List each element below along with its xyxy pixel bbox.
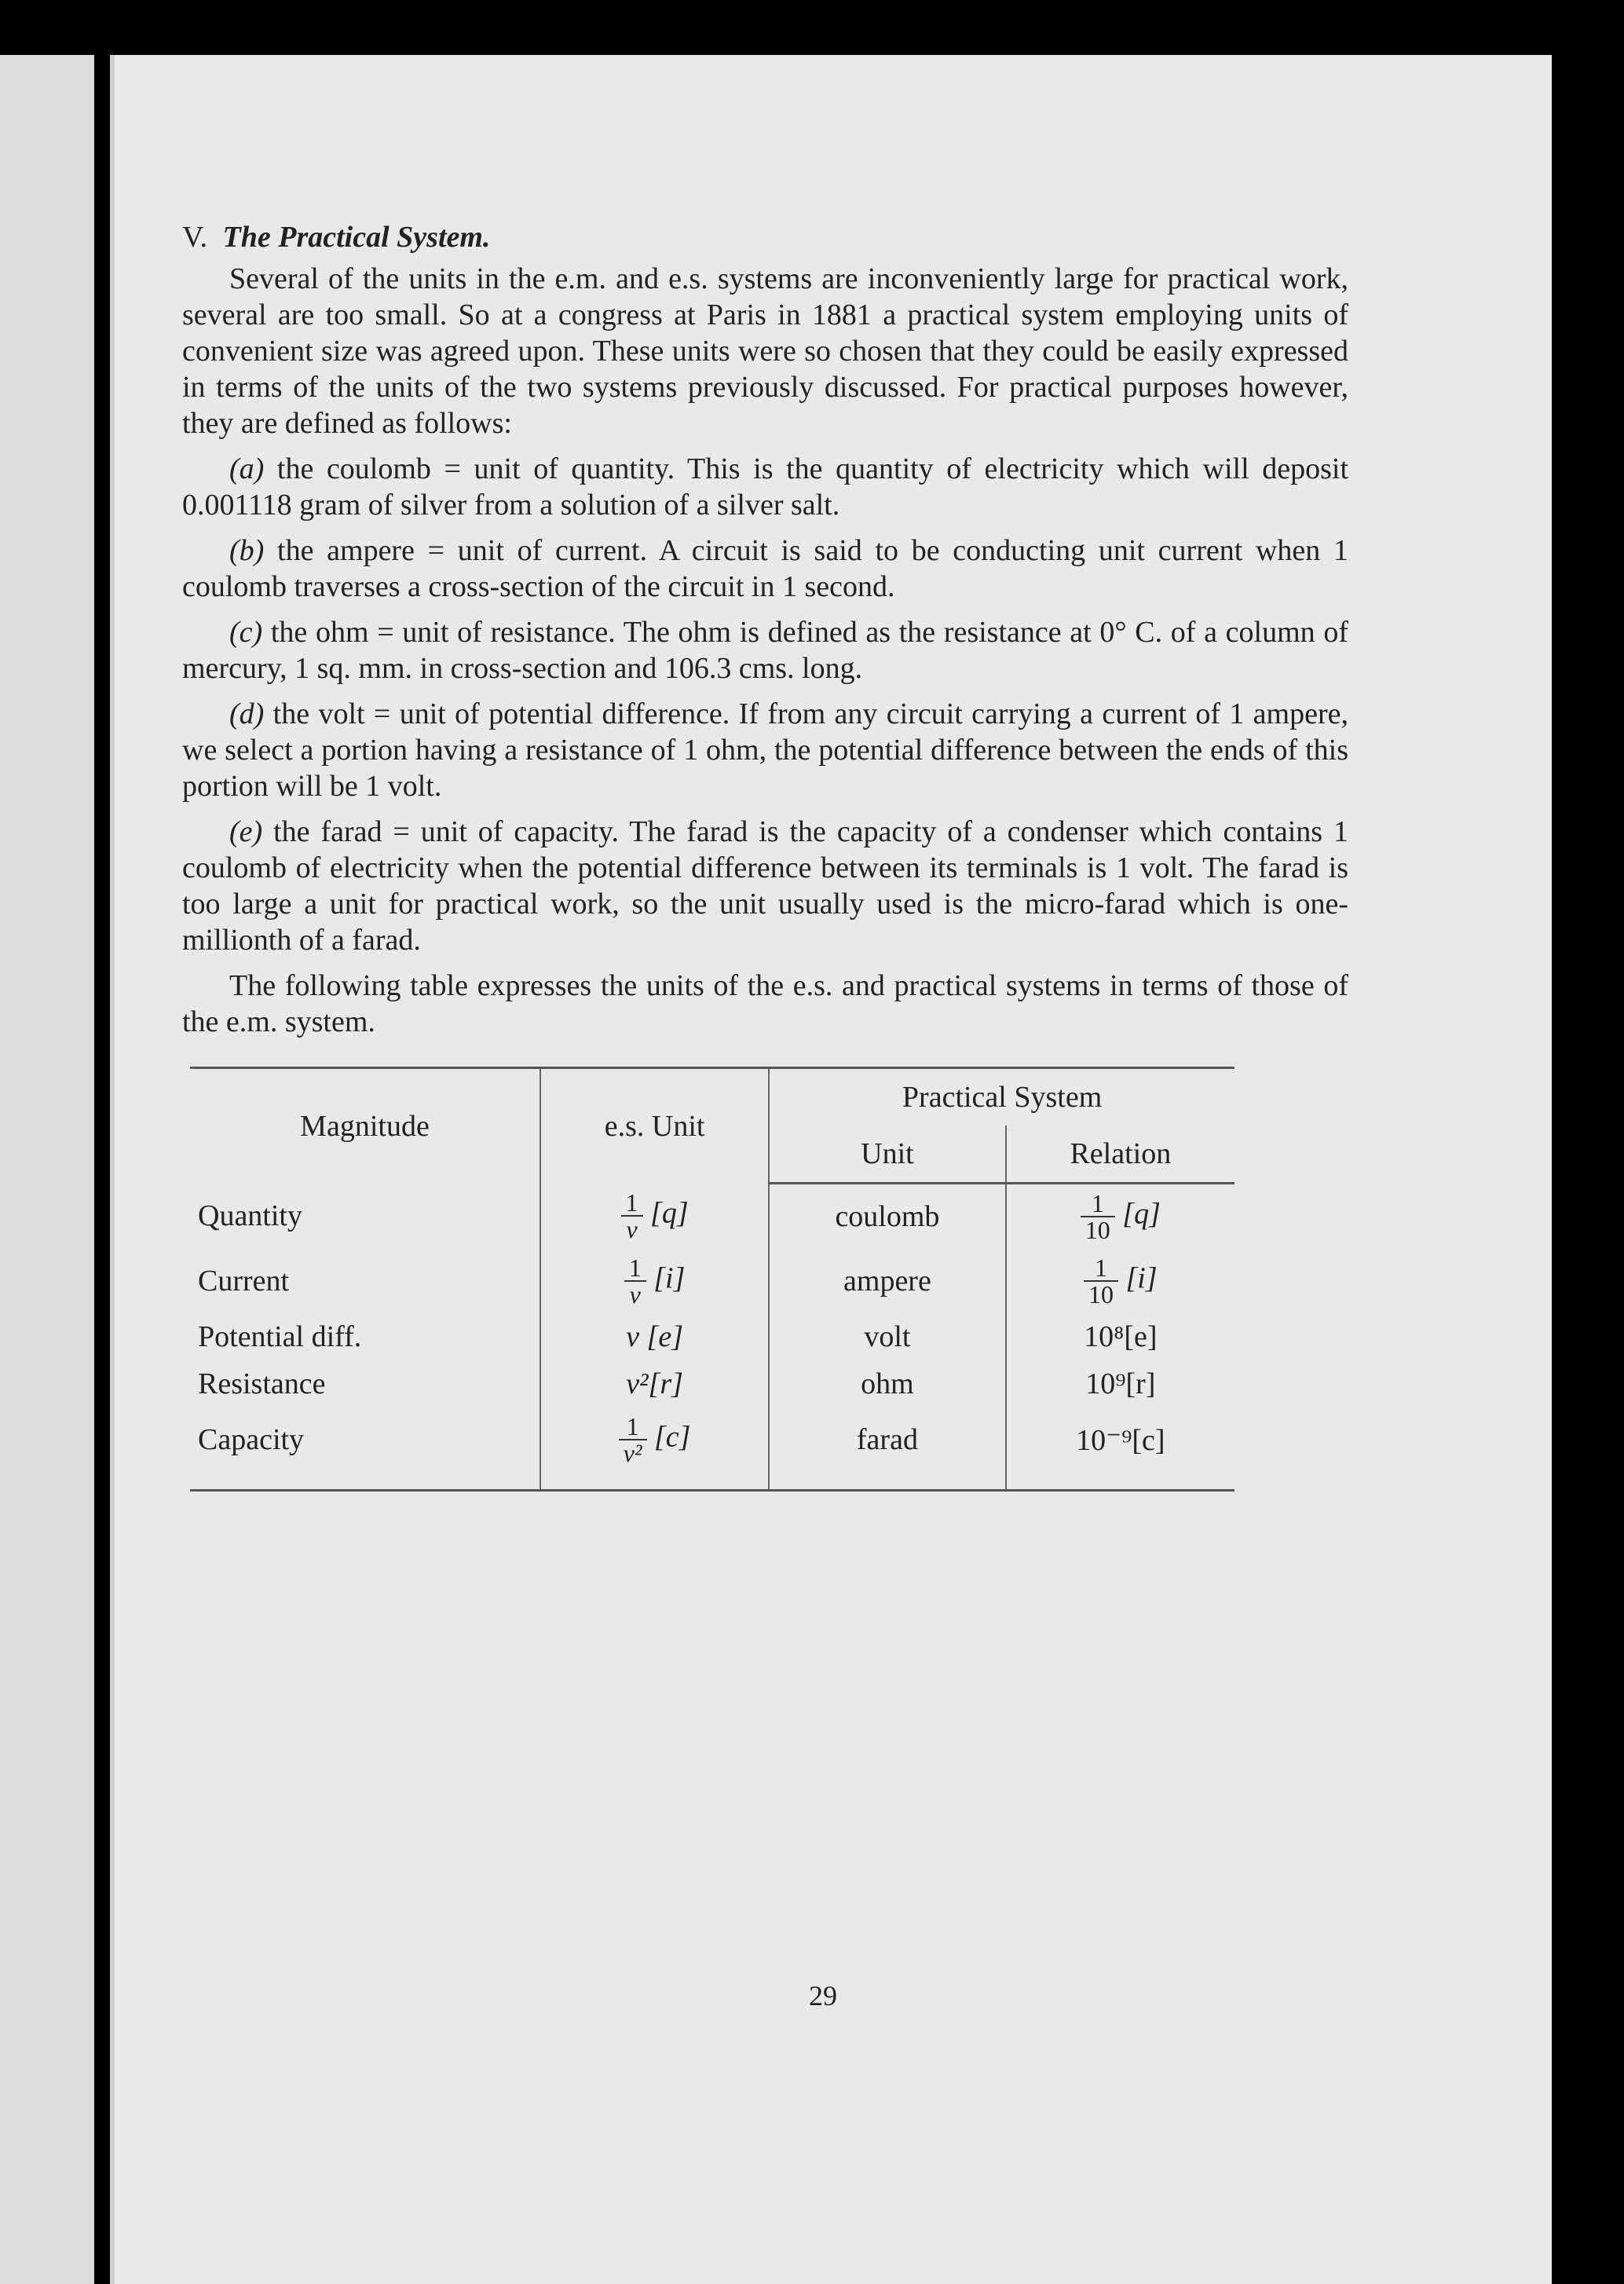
es-denominator: v [629,1280,641,1309]
definition-c-letter: (c) [229,616,263,649]
es-denominator: v² [623,1439,642,1467]
definition-c [182,614,1348,686]
header-es-unit: e.s. Unit [540,1068,769,1184]
table-row [190,1184,1234,1250]
intro-paragraph: Several of the units in the e.m. and e.s. systems are inconveniently large for practical work, several are too small. So at a congress at Paris in 1881 a practical system employing units of convenient size was agreed upon. These units were so chosen that they could be easily expressed in terms of the units of the two systems previously discussed. For practical purposes however, they are defined as follows: [182,262,1348,440]
row-relation [1006,1249,1234,1313]
row-relation [1006,1184,1234,1250]
table-intro-paragraph: The following table expresses the units of the e.s. and practical systems in terms of those of the e.m. system. [182,969,1348,1038]
definition-a [182,451,1348,523]
relation-numerator: 1 [1081,1191,1115,1217]
page-number: 29 [809,1980,837,2011]
table-row [190,1407,1234,1491]
row-unit: ampere [769,1249,1005,1313]
relation-denominator: 10 [1088,1280,1114,1309]
row-unit: farad [769,1407,1005,1491]
row-es-unit [540,1407,769,1491]
definition-e-text: the farad = unit of capacity. The farad is the capacity of a condenser which contains 1 coulomb of electricity when the potential difference between its terminals is 1 volt. The farad is too large a unit for practical work, so the unit usually used is the micro-farad which is one-millionth of a farad. [182,815,1348,957]
section-heading [182,220,1348,254]
row-unit: volt [769,1313,1005,1360]
es-fraction [621,1190,643,1242]
header-unit: Unit [769,1126,1005,1184]
es-numerator: 1 [624,1255,646,1282]
definition-b-letter: (b) [229,534,265,567]
row-es-unit [540,1184,769,1250]
definition-d-text: the volt = unit of potential difference. If from any circuit carrying a current of 1 ampere, we select a portion having a resistance of 1 ohm, the potential difference between the ends of this portion will be 1 volt. [182,697,1348,803]
definition-a-letter: (a) [229,452,265,485]
relation-symbol: [i] [1125,1261,1158,1295]
row-unit: ohm [769,1360,1005,1407]
row-magnitude: Quantity [198,1199,302,1233]
definition-e-letter: (e) [229,815,263,848]
row-es-unit [540,1249,769,1313]
header-relation: Relation [1006,1126,1234,1184]
row-relation: 10⁹[r] [1006,1360,1234,1407]
relation-denominator: 10 [1084,1216,1110,1244]
header-practical-system: Practical System [769,1068,1234,1126]
es-numerator: 1 [621,1190,643,1217]
row-relation: 10⁸[e] [1006,1313,1234,1360]
row-magnitude: Current [198,1265,290,1298]
relation-numerator: 1 [1084,1255,1118,1282]
relation-fraction [1084,1255,1118,1307]
section-number: V. [182,221,208,254]
es-denominator: v [626,1215,638,1244]
row-es-unit: v [e] [540,1313,769,1360]
es-symbol: [q] [650,1196,689,1230]
table-row [190,1360,1234,1407]
es-fraction [624,1255,646,1307]
es-symbol: [c] [654,1420,691,1454]
row-magnitude: Potential diff. [198,1320,362,1353]
row-magnitude: Capacity [190,1407,540,1491]
definition-d-letter: (d) [229,697,265,730]
header-magnitude: Magnitude [190,1068,540,1184]
es-fraction [619,1414,647,1466]
definition-e [182,814,1348,958]
row-es-unit: v²[r] [540,1360,769,1407]
page-content [182,220,1348,1492]
table-row [190,1249,1234,1313]
relation-fraction [1081,1191,1115,1243]
row-unit: coulomb [769,1184,1005,1250]
facing-page-edge [0,55,94,2284]
es-numerator: 1 [619,1414,647,1440]
definition-b-text: the ampere = unit of current. A circuit is said to be conducting unit current when 1 coulomb traverses a cross-section of the circuit in 1 second. [182,534,1348,603]
relation-symbol: [q] [1122,1197,1161,1231]
definition-c-text: the ohm = unit of resistance. The ohm is defined as the resistance at 0° C. of a column of mercury, 1 sq. mm. in cross-section and 106.3 cms. long. [182,616,1348,685]
units-table [190,1067,1234,1492]
section-title: The Practical System. [222,221,491,254]
es-symbol: [i] [653,1261,686,1295]
row-magnitude: Resistance [198,1367,326,1400]
definition-b [182,533,1348,605]
row-relation: 10⁻⁹[c] [1006,1407,1234,1491]
definition-a-text: the coulomb = unit of quantity. This is the quantity of electricity which will deposit 0.001118 gram of silver from a solution of a silver salt. [182,452,1348,522]
definition-d [182,696,1348,804]
table-row [190,1313,1234,1360]
